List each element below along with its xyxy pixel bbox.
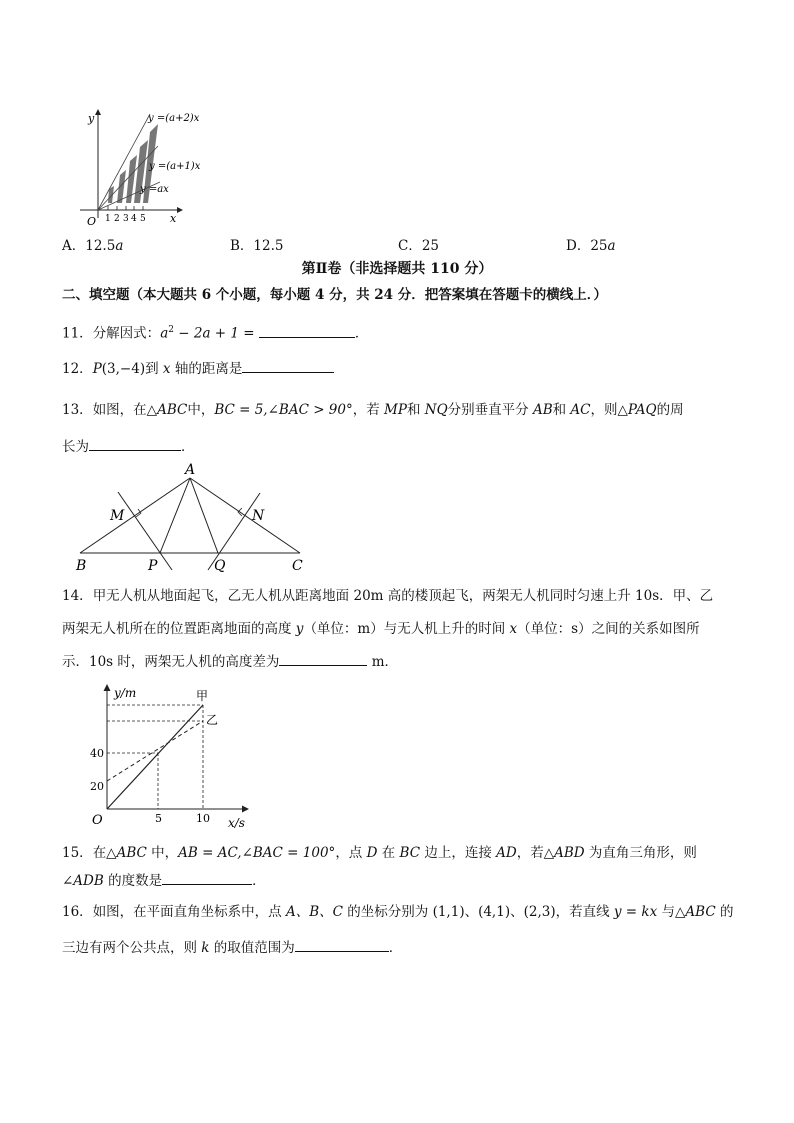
q10-x-label: x: [170, 212, 177, 225]
q10-line-top-label: y =(a+2)x: [148, 113, 200, 124]
question-15-line1: 15．在△ABC 中，AB = AC,∠BAC = 100°，点 D 在 BC 边上，连接 AD，若△ABD 为直角三角形，则: [62, 845, 697, 861]
question-16-line2: 三边有两个公共点，则 k 的取值范围为 ．: [62, 937, 402, 958]
q10-tick-4: 4: [131, 214, 137, 224]
q13-label-q: Q: [214, 558, 226, 574]
q10-line-mid-label: y =(a+1)x: [149, 161, 201, 172]
q10-shade-1: [108, 186, 114, 203]
q11-answer-blank[interactable]: [259, 323, 355, 338]
q14-x5: 5: [155, 812, 162, 825]
question-13-line2: 长为 ．: [62, 436, 195, 457]
question-11: 11．分解因式：$a^2 - 2a + 1$ = ．: [62, 320, 368, 344]
q10-y-label: y: [88, 112, 95, 125]
q10-option-b: B．12.5: [230, 238, 284, 254]
q13-side-ab: [80, 478, 190, 553]
q12-answer-blank[interactable]: [242, 358, 334, 373]
q10-option-c: C．25: [398, 238, 440, 254]
q14-answer-blank[interactable]: [279, 651, 367, 666]
q13-label-c: C: [292, 558, 303, 574]
q14-jia-label: 甲: [196, 689, 209, 703]
q13-label-p: P: [148, 558, 158, 574]
q14-y40: 40: [90, 747, 104, 760]
q10-tick-3: 3: [123, 214, 129, 224]
question-16-line1: 16．如图，在平面直角坐标系中，点 A、B、C 的坐标分别为 (1,1)、(4,1)、(2,3)，若直线 y = kx 与△ABC 的: [62, 904, 734, 920]
q13-bisector-mp: [118, 492, 172, 570]
q10-tick-5: 5: [140, 214, 146, 224]
question-14-line1: 14．甲无人机从地面起飞，乙无人机从距离地面 20m 高的楼顶起飞，两架无人机同时匀速上升 10s．甲、乙: [62, 588, 714, 604]
q10-option-a: A．12.5a: [62, 238, 124, 254]
q15-answer-blank[interactable]: [162, 870, 252, 885]
q13-label-b: B: [76, 558, 87, 574]
q14-x-label: x/s: [228, 816, 245, 830]
question-15-line2: ∠ADB 的度数是 ．: [62, 870, 266, 891]
q10-tick-2: 2: [114, 214, 120, 224]
q13-label-a: A: [185, 462, 196, 478]
q14-x10: 10: [196, 812, 210, 825]
q13-answer-blank[interactable]: [89, 436, 181, 451]
q13-seg-aq: [190, 478, 218, 553]
q10-origin: O: [87, 215, 97, 228]
section-title: 二、填空题（本大题共 6 个小题，每小题 4 分，共 24 分．把答案填在答题卡的横线上．）: [62, 287, 608, 303]
q14-line-jia: [107, 705, 203, 809]
q14-y20: 20: [90, 780, 104, 793]
q10-option-d: D．25a: [566, 238, 616, 254]
q13-label-n: N: [252, 508, 265, 524]
q14-yi-label: 乙: [206, 713, 219, 727]
q14-figure: [80, 680, 260, 830]
q10-line-bot-label: y =ax: [140, 184, 169, 195]
question-14-line2: 两架无人机所在的位置距离地面的高度 y（单位：m）与无人机上升的时间 x（单位：s）之间的关系如图所: [62, 621, 700, 637]
q14-line-yi: [107, 721, 203, 781]
q14-origin: O: [92, 813, 103, 828]
q13-figure: [70, 460, 320, 575]
q16-answer-blank[interactable]: [295, 937, 389, 952]
part2-title: 第Ⅱ卷（非选择题共 110 分）: [301, 261, 493, 277]
question-12: 12．P(3,−4)到 x 轴的距离是: [62, 358, 334, 379]
q14-y-label: y/m: [114, 686, 137, 700]
question-14-line3: 示．10s 时，两架无人机的高度差为 m．: [62, 651, 398, 672]
q13-seg-ap: [160, 478, 190, 553]
q10-figure: [70, 100, 220, 230]
q13-label-m: M: [110, 508, 125, 524]
q10-tick-1: 1: [105, 214, 111, 224]
question-13-line1: 13．如图，在△ABC中，BC = 5,∠BAC > 90°，若 MP和 NQ分别垂直平分 AB和 AC，则△PAQ的周: [62, 402, 684, 418]
